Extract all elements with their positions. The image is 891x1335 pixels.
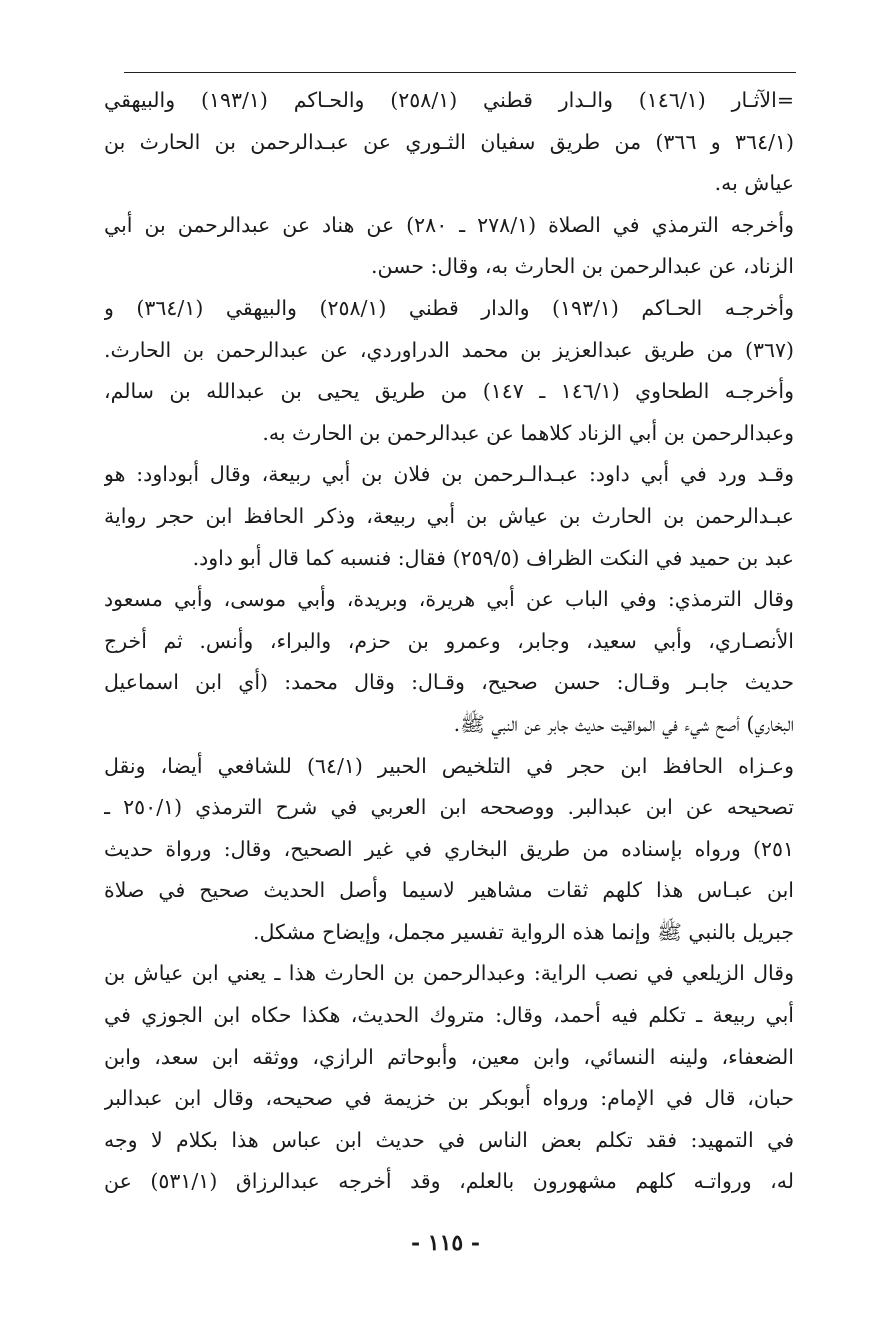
text-line: =الآثـار (١٤٦/١) والـدار قطني (٢٥٨/١) والحـاكم (١٩٣/١) والبيهقي [104, 88, 794, 112]
text-line: وقال الترمذي: وفي الباب عن أبي هريرة، وبريدة، وأبي موسى، وأبي مسعود [104, 587, 794, 612]
text-line: الأنصـاري، وأبي سعيد، وجابر، وعمرو بن حزم، والبراء، وأنس. ثم أخرج [104, 628, 794, 653]
text-line: الزناد، عن عبدالرحمن بن الحارث به، وقال: حسن. [370, 254, 794, 279]
text-line: في التمهيد: فقد تكلم بعض الناس في حديث ابن عباس هذا بكلام لا وجه [104, 1127, 794, 1152]
page-number: - ١١٥ - [410, 1230, 481, 1256]
text-line: وأخرجـه الطحاوي (١٤٦/١ ـ ١٤٧) من طريق يحيى بن عبدالله بن سالم، [104, 379, 794, 404]
text-line: (٣٦٤/١ و ٣٦٦) من طريق سفيان الثـوري عن عبـدالرحمن بن الحارث بن [104, 129, 794, 154]
text-line: وأخرجه الترمذي في الصلاة (٢٧٨/١ ـ ٢٨٠) عن هناد عن عبدالرحمن بن أبي [104, 212, 794, 237]
text-line: ابن عبـاس هذا كلهم ثقات مشاهير لاسيما وأصل الحديث صحيح في صلاة [104, 878, 794, 903]
text-line: جبريل بالنبي ﷺ وإنما هذه الرواية تفسير مجمل، وإيضاح مشكل. [253, 919, 794, 944]
text-line: وقال الزيلعي في نصب الراية: وعبدالرحمن بن الحارث هذا ـ يعني ابن عياش بن [104, 961, 794, 986]
text-line: عبد بن حميد في النكت الظراف (٢٥٩/٥) فقال: فنسبه كما قال أبو داود. [192, 545, 794, 570]
text-line: أبي ربيعة ـ تكلم فيه أحمد، وقال: متروك الحديث، هكذا حكاه ابن الجوزي في [104, 1003, 794, 1028]
text-line: وعـزاه الحافظ ابن حجر في التلخيص الحبير (٦٤/١) للشافعي أيضا، ونقل [104, 753, 794, 778]
text-line: له، ورواتـه كلهم مشهورون بالعلم، وقد أخرجه عبدالرزاق (٥٣١/١) عن [104, 1169, 794, 1194]
text-line: وقـد ورد في أبي داود: عبـدالـرحمن بن فلان بن أبي ربيعة، وقال أبوداود: هو [104, 462, 794, 487]
text-line: عياش به. [714, 171, 794, 196]
footnote-separator-rule [124, 72, 796, 73]
text-line: تصحيحه عن ابن عبدالبر. ووصححه ابن العربي في شرح الترمذي (٢٥٠/١ ـ [104, 795, 794, 820]
footnote-text-block [104, 80, 794, 1203]
text-line: (٣٦٧) من طريق عبدالعزيز بن محمد الدراوردي، عن عبدالرحمن بن الحارث. [104, 337, 794, 362]
text-line: عبـدالرحمن بن الحارث بن عياش بن أبي ربيعة، وذكر الحافظ ابن حجر رواية [104, 503, 794, 528]
text-line: وعبدالرحمن بن أبي الزناد كلاهما عن عبدالرحمن بن الحارث به. [262, 420, 794, 445]
text-line: البخاري) أصح شيء في المواقيت حديث جابر عن النبي ﷺ. [453, 711, 794, 736]
text-line: ٢٥١) ورواه بإسناده من طريق البخاري في غير الصحيح، وقال: ورواة حديث [104, 836, 794, 861]
text-line: حديث جابـر وقـال: حسن صحيح، وقـال: وقال محمد: (أي ابن اسماعيل [104, 670, 794, 695]
text-line: حبان، قال في الإمام: ورواه أبوبكر بن خزيمة في صحيحه، وقال ابن عبدالبر [104, 1086, 794, 1111]
text-line: وأخرجـه الحـاكم (١٩٣/١) والدار قطني (٢٥٨/١) والبيهقي (٣٦٤/١) و [104, 295, 794, 320]
text-line: الضعفاء، ولينه النسائي، وابن معين، وأبوحاتم الرازي، ووثقه ابن سعد، وابن [104, 1044, 794, 1069]
